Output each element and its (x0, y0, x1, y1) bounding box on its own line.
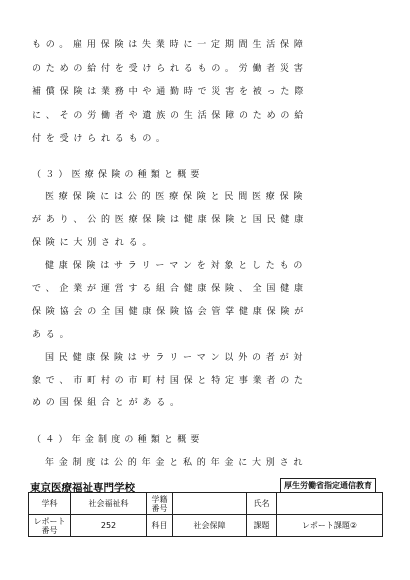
certification-badge: 厚生労働省指定通信教育 (280, 478, 376, 493)
subject-label: 科目 (147, 515, 173, 537)
section-heading-3: （３）医療保険の種類と概要 (32, 170, 204, 180)
department-label: 学科 (29, 493, 71, 515)
subject-value: 社会保障 (173, 515, 247, 537)
body-line: 付を受けられるもの。 (32, 134, 170, 144)
table-row (29, 515, 383, 537)
school-name: 東京医療福祉専門学校 (30, 482, 135, 494)
department-value: 社会福祉科 (71, 493, 147, 515)
topic-value: レポート課題② (277, 515, 383, 537)
body-line: 医療保険には公的医療保険と民間医療保険 (45, 192, 308, 202)
topic-label: 課題 (247, 515, 277, 537)
report-info-table (28, 492, 383, 537)
body-line: 保険に大別される。 (32, 238, 157, 248)
body-line: に、その労働者や遺族の生活保障のための給 (32, 111, 309, 121)
section-heading-4: （４）年金制度の種類と概要 (32, 435, 204, 445)
body-line: もの。雇用保険は失業時に一定期間生活保障 (32, 40, 308, 50)
table-row (29, 493, 383, 515)
body-line: で、企業が運営する組合健康保険、全国健康 (32, 284, 308, 294)
body-line: ある。 (32, 330, 74, 340)
student-id-value (173, 493, 247, 515)
body-line: 年金制度は公的年金と私的年金に大別され (45, 458, 308, 468)
name-label: 氏名 (247, 493, 277, 515)
body-line: 保険協会の全国健康保険協会管掌健康保険が (32, 307, 309, 317)
body-line: 健康保険はサラリーマンを対象としたもの (45, 261, 308, 271)
body-line: があり、公的医療保険は健康保険と国民健康 (32, 215, 309, 225)
body-line: 象で、市町村の市町村国保と特定事業者のた (32, 376, 308, 386)
body-line: のための給付を受けられるもの。労働者災害 (32, 64, 308, 74)
student-id-label: 学籍番号 (147, 493, 173, 515)
report-no-label: レポート番号 (29, 515, 71, 537)
body-line: 国民健康保険はサラリーマン以外の者が対 (45, 353, 308, 363)
body-line: 補償保険は業務中や通勤時で災害を被った際 (32, 87, 309, 97)
body-line: めの国保組合とがある。 (32, 398, 184, 408)
name-value (277, 493, 383, 515)
report-no-value: 252 (71, 515, 147, 537)
